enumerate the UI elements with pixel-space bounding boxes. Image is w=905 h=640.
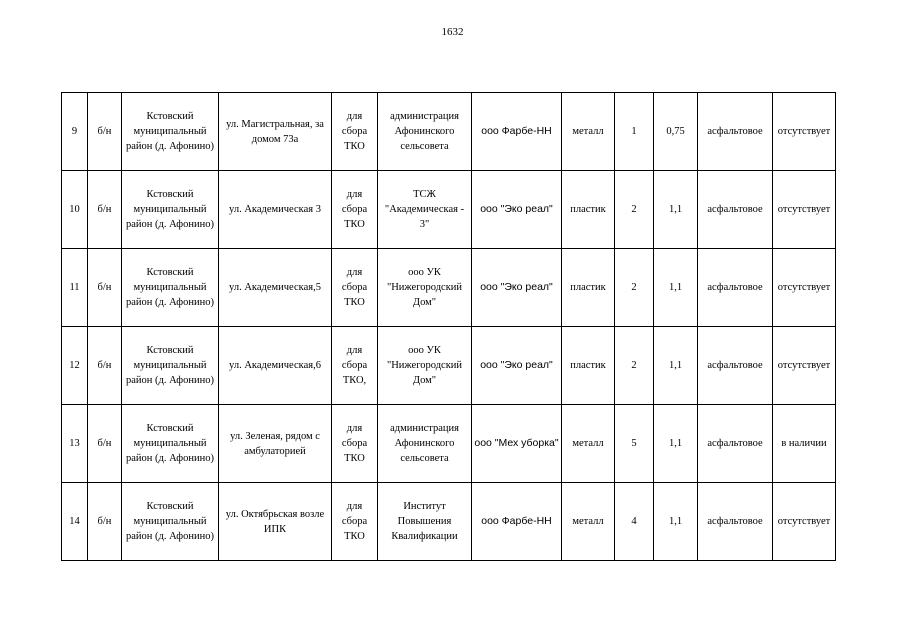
cell-address: ул. Зеленая, рядом с амбулаторией [219,405,332,483]
cell-number: 10 [62,171,88,249]
cell-number: 14 [62,483,88,561]
cell-operator: ооо "Эко реал" [472,249,562,327]
cell-surface: асфальтовое [698,327,773,405]
cell-material: металл [562,93,615,171]
cell-operator: ооо Фарбе-НН [472,93,562,171]
cell-count: 2 [615,249,654,327]
cell-count: 2 [615,171,654,249]
cell-purpose: для сбора ТКО, [332,327,378,405]
cell-address: ул. Октябрьская возле ИПК [219,483,332,561]
cell-number: 9 [62,93,88,171]
cell-surface: асфальтовое [698,93,773,171]
cell-number: 12 [62,327,88,405]
cell-material: пластик [562,327,615,405]
cell-owner: ооо УК "Нижегородский Дом" [378,249,472,327]
cell-fence: отсутствует [773,249,836,327]
table-row [62,405,836,483]
cell-address: ул. Академическая 3 [219,171,332,249]
cell-owner: Институт Повышения Квалификации [378,483,472,561]
cell-material: металл [562,483,615,561]
cell-count: 5 [615,405,654,483]
cell-bn: б/н [88,249,122,327]
cell-owner: ооо УК "Нижегородский Дом" [378,327,472,405]
cell-operator: ооо "Мех уборка" [472,405,562,483]
cell-district: Кстовский муниципальный район (д. Афонино) [122,249,219,327]
cell-district: Кстовский муниципальный район (д. Афонино) [122,93,219,171]
cell-bn: б/н [88,327,122,405]
table-row [62,483,836,561]
cell-bn: б/н [88,93,122,171]
cell-fence: в наличии [773,405,836,483]
cell-operator: ооо Фарбе-НН [472,483,562,561]
cell-volume: 1,1 [654,171,698,249]
cell-volume: 1,1 [654,405,698,483]
cell-count: 1 [615,93,654,171]
cell-district: Кстовский муниципальный район (д. Афонино) [122,405,219,483]
cell-fence: отсутствует [773,483,836,561]
cell-surface: асфальтовое [698,249,773,327]
cell-count: 4 [615,483,654,561]
cell-fence: отсутствует [773,171,836,249]
cell-address: ул. Магистральная, за домом 73а [219,93,332,171]
cell-volume: 1,1 [654,249,698,327]
table-row [62,93,836,171]
cell-district: Кстовский муниципальный район (д. Афонино) [122,171,219,249]
cell-district: Кстовский муниципальный район (д. Афонино) [122,483,219,561]
cell-material: металл [562,405,615,483]
cell-number: 13 [62,405,88,483]
cell-owner: ТСЖ "Академическая - 3" [378,171,472,249]
cell-address: ул. Академическая,5 [219,249,332,327]
cell-purpose: для сбора ТКО [332,93,378,171]
cell-count: 2 [615,327,654,405]
cell-surface: асфальтовое [698,483,773,561]
cell-district: Кстовский муниципальный район (д. Афонино) [122,327,219,405]
cell-fence: отсутствует [773,327,836,405]
cell-bn: б/н [88,483,122,561]
cell-bn: б/н [88,171,122,249]
cell-operator: ооо "Эко реал" [472,327,562,405]
cell-owner: администрация Афонинского сельсовета [378,405,472,483]
table-row [62,171,836,249]
cell-purpose: для сбора ТКО [332,171,378,249]
cell-volume: 0,75 [654,93,698,171]
waste-sites-table [61,92,836,561]
cell-address: ул. Академическая,6 [219,327,332,405]
table-row [62,249,836,327]
cell-operator: ооо "Эко реал" [472,171,562,249]
cell-volume: 1,1 [654,327,698,405]
cell-material: пластик [562,249,615,327]
cell-volume: 1,1 [654,483,698,561]
table-row [62,327,836,405]
cell-surface: асфальтовое [698,405,773,483]
cell-purpose: для сбора ТКО [332,483,378,561]
cell-owner: администрация Афонинского сельсовета [378,93,472,171]
cell-material: пластик [562,171,615,249]
cell-purpose: для сбора ТКО [332,405,378,483]
cell-fence: отсутствует [773,93,836,171]
page-number: 1632 [441,26,464,38]
cell-bn: б/н [88,405,122,483]
cell-number: 11 [62,249,88,327]
cell-purpose: для сбора ТКО [332,249,378,327]
cell-surface: асфальтовое [698,171,773,249]
